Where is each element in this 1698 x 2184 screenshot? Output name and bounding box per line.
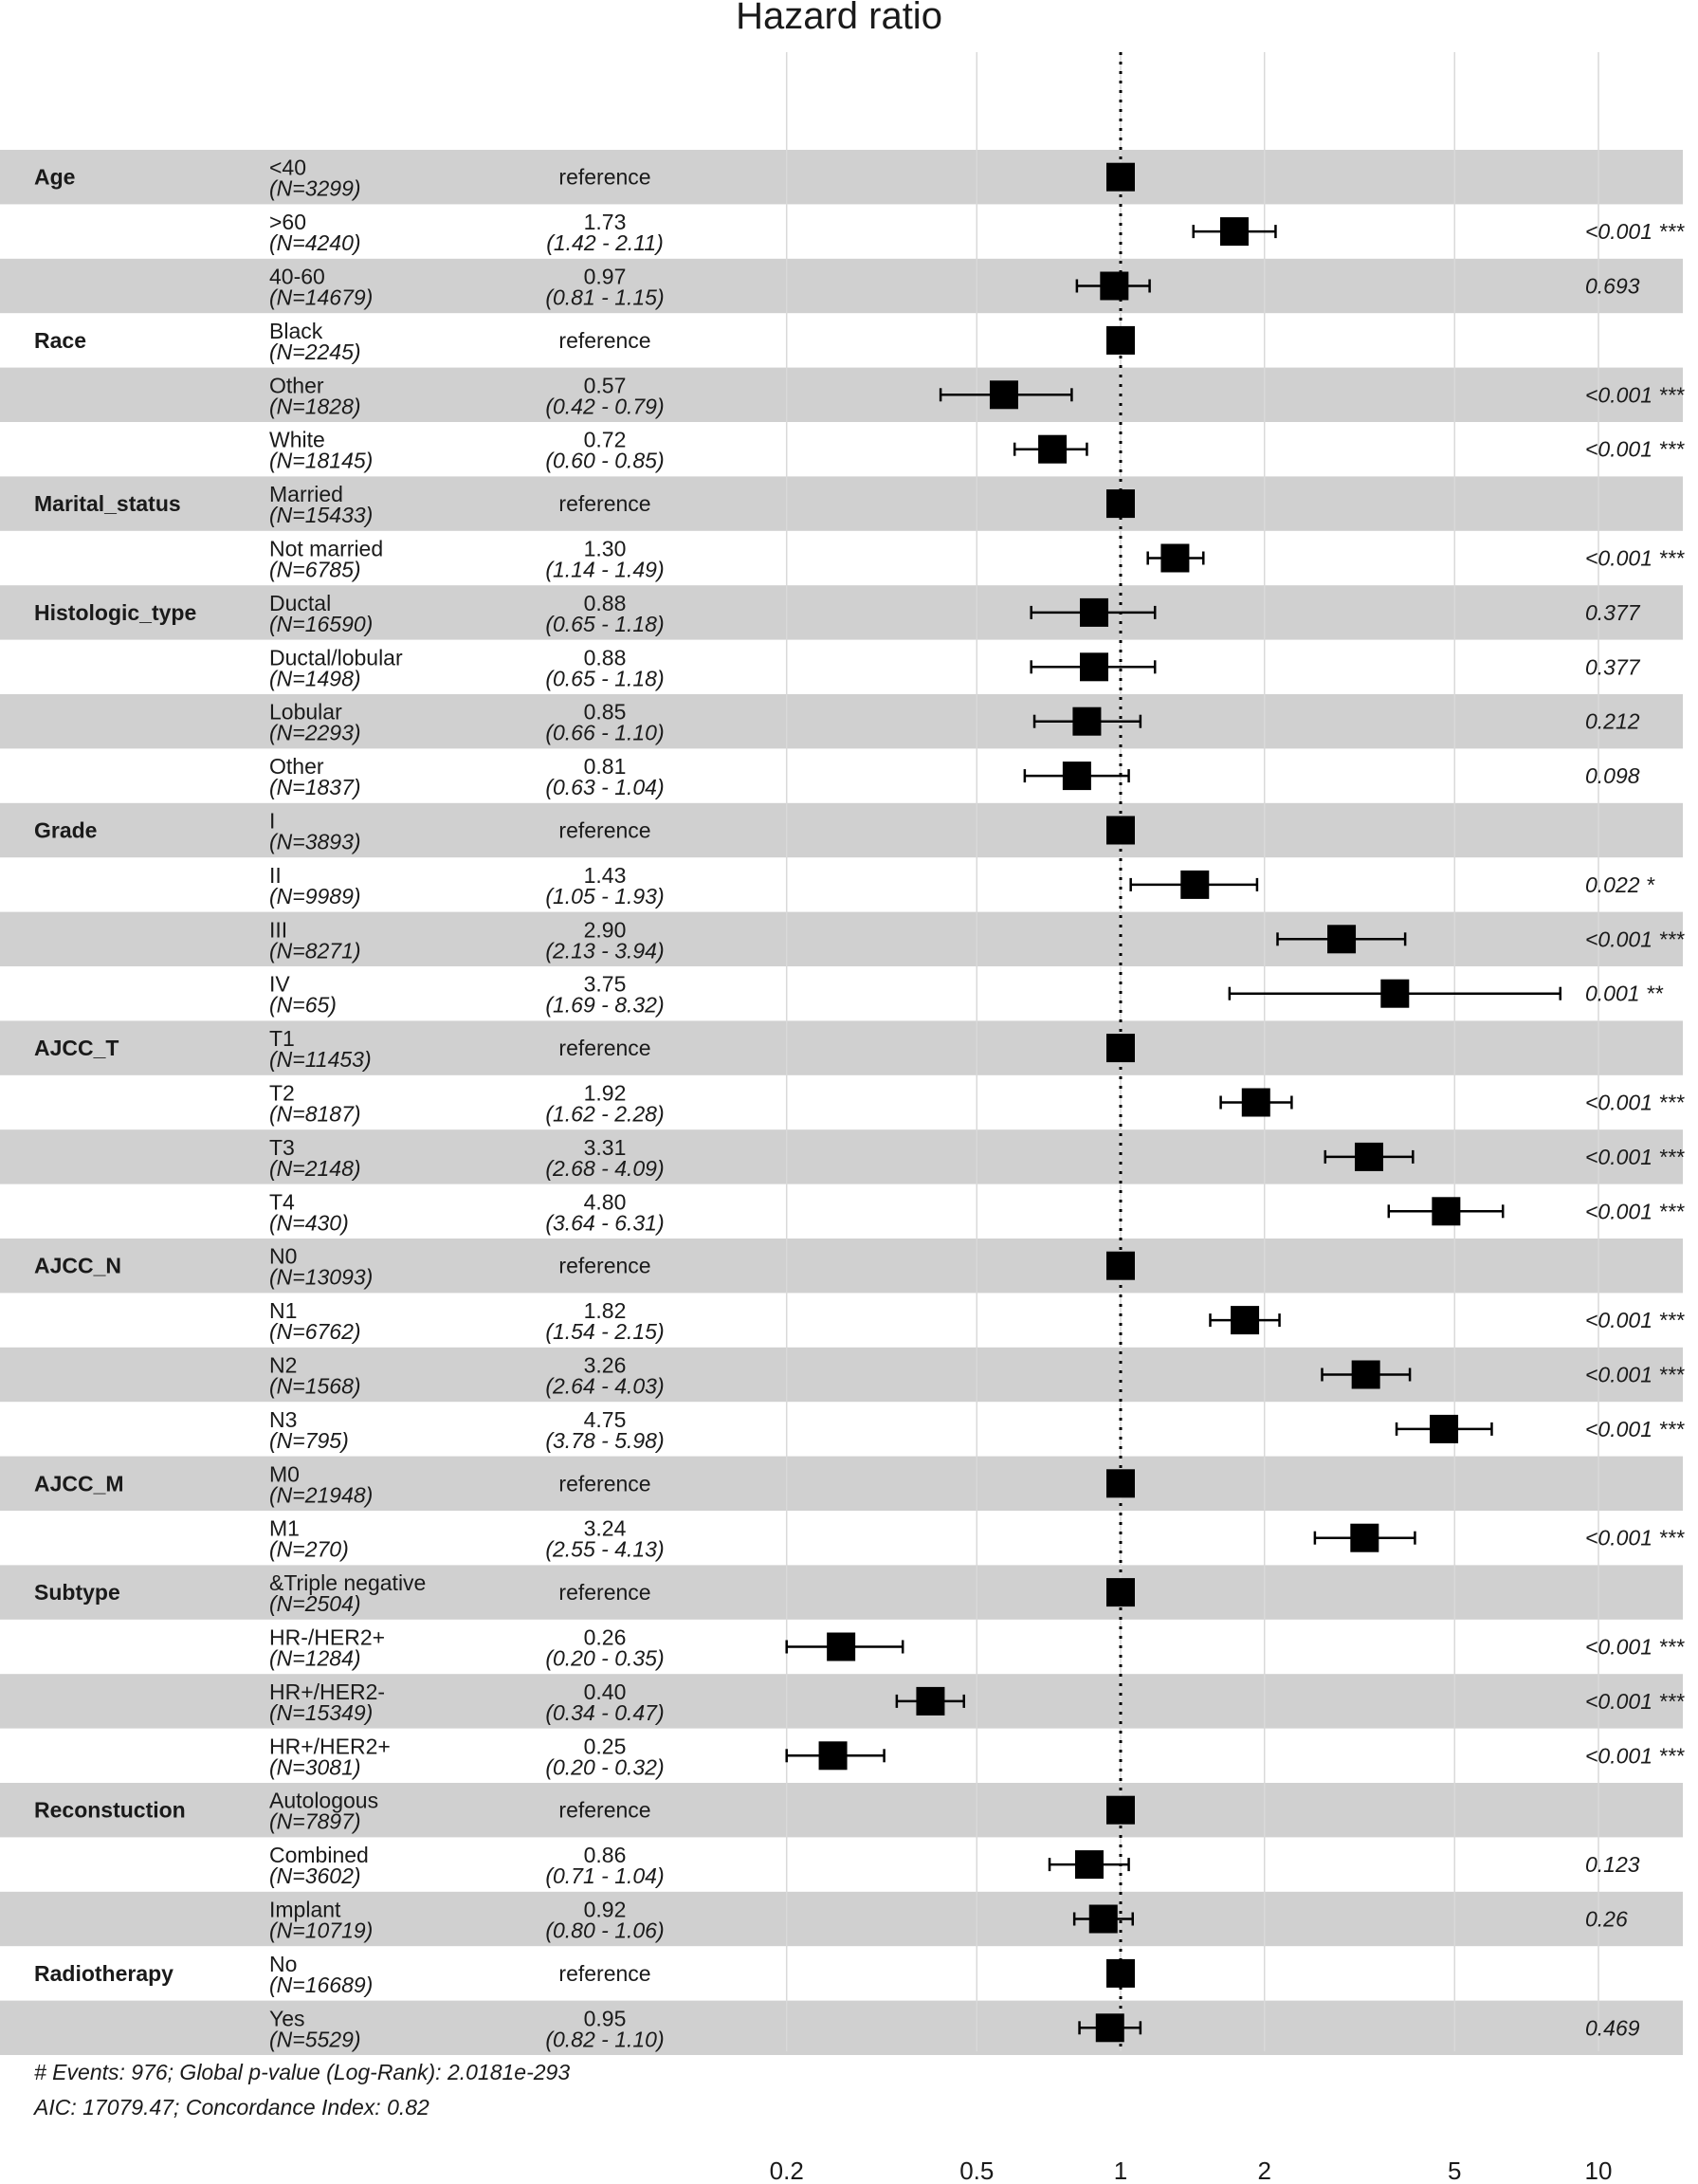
estimate-label: 1.73 [583, 210, 627, 235]
hr-point [1106, 817, 1135, 845]
ci-label: (0.20 - 0.32) [545, 1754, 665, 1780]
n-label: (N=1568) [269, 1373, 361, 1399]
n-label: (N=6785) [269, 557, 361, 582]
estimate-label: 0.81 [583, 754, 627, 780]
variable-label: AJCC_N [34, 1253, 122, 1278]
p-value-label: <0.001 *** [1585, 1362, 1685, 1387]
variable-label: AJCC_M [34, 1471, 124, 1496]
hr-point [1100, 272, 1128, 301]
n-label: (N=14679) [269, 284, 374, 310]
hr-point [1180, 871, 1209, 899]
estimate-label: reference [558, 817, 651, 843]
n-label: (N=3602) [269, 1863, 361, 1889]
n-label: (N=11453) [269, 1047, 372, 1073]
p-value-label: <0.001 *** [1585, 927, 1685, 952]
level-label: T4 [269, 1189, 295, 1215]
p-value-label: <0.001 *** [1585, 1090, 1685, 1115]
hr-point [1352, 1361, 1380, 1389]
hr-point [916, 1687, 944, 1716]
level-label: Married [269, 482, 343, 507]
level-label: M1 [269, 1515, 300, 1541]
n-label: (N=5529) [269, 2027, 361, 2052]
level-label: >60 [269, 210, 307, 235]
p-value-label: 0.001 ** [1585, 981, 1663, 1006]
p-value-label: <0.001 *** [1585, 1308, 1685, 1333]
p-value-label: <0.001 *** [1585, 545, 1685, 571]
level-label: N2 [269, 1352, 298, 1378]
estimate-label: 3.75 [583, 971, 627, 997]
n-label: (N=6762) [269, 1319, 361, 1345]
n-label: (N=8271) [269, 938, 361, 964]
ci-label: (0.81 - 1.15) [545, 284, 665, 310]
p-value-label: 0.377 [1585, 599, 1640, 625]
level-label: N0 [269, 1243, 298, 1269]
level-label: Black [269, 318, 323, 343]
estimate-label: 3.31 [583, 1134, 627, 1160]
n-label: (N=10719) [269, 1918, 374, 1943]
estimate-label: 3.24 [583, 1515, 627, 1541]
hr-point [1075, 1850, 1104, 1879]
estimate-label: 4.75 [583, 1406, 627, 1432]
hr-point [819, 1741, 848, 1770]
estimate-label: 0.92 [583, 1897, 627, 1922]
p-value-label: 0.693 [1585, 273, 1640, 299]
variable-label: Grade [34, 817, 98, 843]
level-label: T3 [269, 1134, 295, 1160]
hr-point [1096, 2013, 1124, 2042]
level-label: III [269, 917, 288, 943]
estimate-label: reference [558, 1797, 651, 1823]
p-value-label: <0.001 *** [1585, 436, 1685, 462]
ci-label: (3.78 - 5.98) [545, 1427, 665, 1453]
ci-label: (1.05 - 1.93) [545, 883, 665, 908]
n-label: (N=3893) [269, 829, 361, 854]
level-label: Implant [269, 1897, 341, 1922]
p-value-label: <0.001 *** [1585, 1743, 1685, 1769]
n-label: (N=2293) [269, 720, 361, 745]
ci-label: (1.42 - 2.11) [546, 230, 664, 256]
ci-label: (0.80 - 1.06) [545, 1918, 665, 1943]
level-label: T1 [269, 1026, 295, 1052]
ci-label: (0.20 - 0.35) [545, 1645, 665, 1671]
footer-events: # Events: 976; Global p-value (Log-Rank): 2.0181e-293 [34, 2060, 571, 2084]
n-label: (N=3299) [269, 175, 361, 201]
level-label: White [269, 427, 325, 452]
hr-point [1355, 1143, 1383, 1171]
n-label: (N=15433) [269, 503, 374, 528]
estimate-label: reference [558, 327, 651, 353]
p-value-label: 0.022 * [1585, 872, 1654, 897]
x-tick-label: 1 [1113, 2156, 1128, 2184]
ci-label: (0.65 - 1.18) [545, 666, 665, 691]
n-label: (N=16590) [269, 611, 374, 636]
ci-label: (0.66 - 1.10) [545, 720, 665, 745]
row-stripe [0, 585, 1683, 639]
variable-label: Age [34, 164, 76, 190]
n-label: (N=4240) [269, 230, 361, 256]
hr-point [1080, 598, 1108, 627]
x-tick-label: 10 [1584, 2156, 1613, 2184]
variable-label: Radiotherapy [34, 1960, 173, 1986]
ci-label: (3.64 - 6.31) [545, 1210, 665, 1236]
row-stripe [0, 803, 1683, 857]
p-value-label: 0.469 [1585, 2015, 1640, 2041]
ci-label: (1.14 - 1.49) [545, 557, 665, 582]
hr-point [1072, 707, 1101, 736]
estimate-label: 1.82 [583, 1298, 627, 1324]
n-label: (N=18145) [269, 448, 374, 473]
level-label: Autologous [269, 1788, 379, 1813]
estimate-label: 0.26 [583, 1624, 627, 1650]
p-value-label: <0.001 *** [1585, 1144, 1685, 1169]
hr-point [1220, 217, 1249, 246]
hr-point [1106, 163, 1135, 192]
p-value-label: <0.001 *** [1585, 382, 1685, 408]
p-value-label: <0.001 *** [1585, 1199, 1685, 1224]
n-label: (N=1837) [269, 775, 361, 800]
p-value-label: 0.212 [1585, 708, 1640, 734]
hr-point [1106, 1034, 1135, 1062]
row-stripe [0, 1457, 1683, 1511]
level-label: II [269, 862, 282, 888]
ci-label: (1.54 - 2.15) [545, 1319, 665, 1345]
level-label: Ductal [269, 590, 332, 615]
ci-label: (0.42 - 0.79) [545, 394, 665, 419]
ci-label: (2.68 - 4.09) [545, 1155, 665, 1181]
n-label: (N=1828) [269, 394, 361, 419]
n-label: (N=2148) [269, 1155, 361, 1181]
variable-label: Marital_status [34, 491, 181, 517]
ci-label: (0.82 - 1.10) [545, 2027, 665, 2052]
estimate-label: 0.57 [583, 373, 627, 398]
variable-label: Subtype [34, 1580, 120, 1606]
p-value-label: <0.001 *** [1585, 219, 1685, 245]
level-label: Other [269, 754, 324, 780]
level-label: N1 [269, 1298, 298, 1324]
p-value-label: 0.377 [1585, 654, 1640, 680]
hr-point [1231, 1306, 1259, 1334]
estimate-label: reference [558, 491, 651, 517]
ci-label: (2.55 - 4.13) [545, 1536, 665, 1562]
estimate-label: 0.88 [583, 645, 627, 670]
row-stripe [0, 1020, 1683, 1074]
estimate-label: 1.92 [583, 1080, 627, 1106]
hr-point [1089, 1905, 1118, 1934]
ci-label: (2.13 - 3.94) [545, 938, 665, 964]
p-value-label: <0.001 *** [1585, 1634, 1685, 1660]
level-label: I [269, 808, 276, 834]
row-stripe [0, 476, 1683, 530]
level-label: M0 [269, 1461, 300, 1487]
row-stripe [0, 694, 1683, 748]
n-label: (N=15349) [269, 1699, 374, 1725]
hr-point [1380, 980, 1409, 1008]
hr-point [1106, 1578, 1135, 1606]
hr-point [1242, 1089, 1270, 1117]
n-label: (N=65) [269, 992, 337, 1018]
level-label: Lobular [269, 699, 342, 725]
ci-label: (0.60 - 0.85) [545, 448, 665, 473]
ci-label: (0.63 - 1.04) [545, 775, 665, 800]
n-label: (N=7897) [269, 1808, 361, 1834]
hr-point [1106, 1252, 1135, 1280]
ci-label: (0.71 - 1.04) [545, 1863, 665, 1889]
level-label: T2 [269, 1080, 295, 1106]
n-label: (N=270) [269, 1536, 349, 1562]
hr-point [1430, 1415, 1458, 1443]
estimate-label: reference [558, 1580, 651, 1606]
row-stripe [0, 912, 1683, 966]
p-value-label: 0.123 [1585, 1852, 1640, 1878]
level-label: Not married [269, 536, 384, 561]
level-label: Yes [269, 2006, 305, 2031]
estimate-label: reference [558, 164, 651, 190]
row-stripe [0, 1348, 1683, 1402]
level-label: HR-/HER2+ [269, 1624, 386, 1650]
estimate-label: 0.86 [583, 1843, 627, 1868]
x-tick-label: 2 [1257, 2156, 1271, 2184]
level-label: Other [269, 373, 324, 398]
estimate-label: reference [558, 1036, 651, 1061]
estimate-label: 1.43 [583, 862, 627, 888]
p-value-label: 0.098 [1585, 763, 1640, 789]
hr-point [1160, 544, 1189, 573]
estimate-label: 0.85 [583, 699, 627, 725]
estimate-label: 1.30 [583, 536, 627, 561]
n-label: (N=1284) [269, 1645, 361, 1671]
ci-label: (1.69 - 8.32) [545, 992, 665, 1018]
hr-point [1106, 326, 1135, 355]
row-stripe [0, 1783, 1683, 1837]
footer-aic: AIC: 17079.47; Concordance Index: 0.82 [34, 2095, 429, 2120]
ci-label: (1.62 - 2.28) [545, 1101, 665, 1127]
hr-point [1080, 652, 1108, 681]
level-label: N3 [269, 1406, 298, 1432]
n-label: (N=1498) [269, 666, 361, 691]
x-tick-label: 5 [1448, 2156, 1462, 2184]
p-value-label: 0.26 [1585, 1906, 1628, 1932]
row-stripe [0, 2001, 1683, 2055]
estimate-label: 0.88 [583, 590, 627, 615]
estimate-label: 3.26 [583, 1352, 627, 1378]
hr-point [1350, 1524, 1378, 1552]
estimate-label: reference [558, 1471, 651, 1496]
hr-point [1106, 489, 1135, 518]
level-label: 40-60 [269, 264, 325, 289]
variable-label: AJCC_T [34, 1036, 119, 1061]
hr-point [990, 380, 1018, 409]
p-value-label: <0.001 *** [1585, 1416, 1685, 1441]
estimate-label: 2.90 [583, 917, 627, 943]
p-value-label: <0.001 *** [1585, 1688, 1685, 1714]
variable-label: Race [34, 327, 86, 353]
ci-label: (0.34 - 0.47) [545, 1699, 665, 1725]
n-label: (N=2504) [269, 1591, 361, 1617]
chart-title: Hazard ratio [736, 0, 942, 37]
level-label: No [269, 1951, 298, 1976]
n-label: (N=13093) [269, 1264, 374, 1290]
row-stripe [0, 1892, 1683, 1946]
row-stripe [0, 1239, 1683, 1293]
estimate-label: reference [558, 1960, 651, 1986]
x-tick-label: 0.5 [959, 2156, 995, 2184]
row-stripe [0, 1674, 1683, 1728]
variable-label: Histologic_type [34, 599, 197, 625]
n-label: (N=430) [269, 1210, 349, 1236]
row-stripe [0, 1565, 1683, 1619]
estimate-label: reference [558, 1253, 651, 1278]
ci-label: (0.65 - 1.18) [545, 611, 665, 636]
n-label: (N=9989) [269, 883, 361, 908]
hr-point [1106, 1469, 1135, 1497]
level-label: Ductal/lobular [269, 645, 403, 670]
estimate-label: 0.95 [583, 2006, 627, 2031]
row-stripe [0, 259, 1683, 313]
n-label: (N=2245) [269, 339, 361, 364]
estimate-label: 0.25 [583, 1734, 627, 1759]
x-tick-label: 0.2 [769, 2156, 804, 2184]
hr-point [827, 1633, 855, 1661]
hr-point [1038, 435, 1067, 464]
hr-point [1063, 762, 1091, 790]
n-label: (N=16689) [269, 1972, 374, 1997]
row-stripe [0, 1129, 1683, 1184]
n-label: (N=8187) [269, 1101, 361, 1127]
n-label: (N=795) [269, 1427, 349, 1453]
estimate-label: 0.40 [583, 1679, 627, 1704]
p-value-label: <0.001 *** [1585, 1525, 1685, 1551]
hr-point [1106, 1959, 1135, 1988]
level-label: <40 [269, 155, 307, 180]
level-label: IV [269, 971, 290, 997]
variable-label: Reconstuction [34, 1797, 186, 1823]
n-label: (N=21948) [269, 1482, 374, 1508]
ci-label: (2.64 - 4.03) [545, 1373, 665, 1399]
estimate-label: 4.80 [583, 1189, 627, 1215]
row-stripe [0, 368, 1683, 422]
level-label: HR+/HER2+ [269, 1734, 391, 1759]
row-stripe [0, 150, 1683, 204]
estimate-label: 0.97 [583, 264, 627, 289]
level-label: &Triple negative [269, 1570, 427, 1596]
level-label: HR+/HER2- [269, 1679, 386, 1704]
hr-point [1106, 1796, 1135, 1825]
estimate-label: 0.72 [583, 427, 627, 452]
level-label: Combined [269, 1843, 369, 1868]
hr-point [1327, 925, 1356, 953]
hr-point [1432, 1197, 1460, 1225]
n-label: (N=3081) [269, 1754, 361, 1780]
